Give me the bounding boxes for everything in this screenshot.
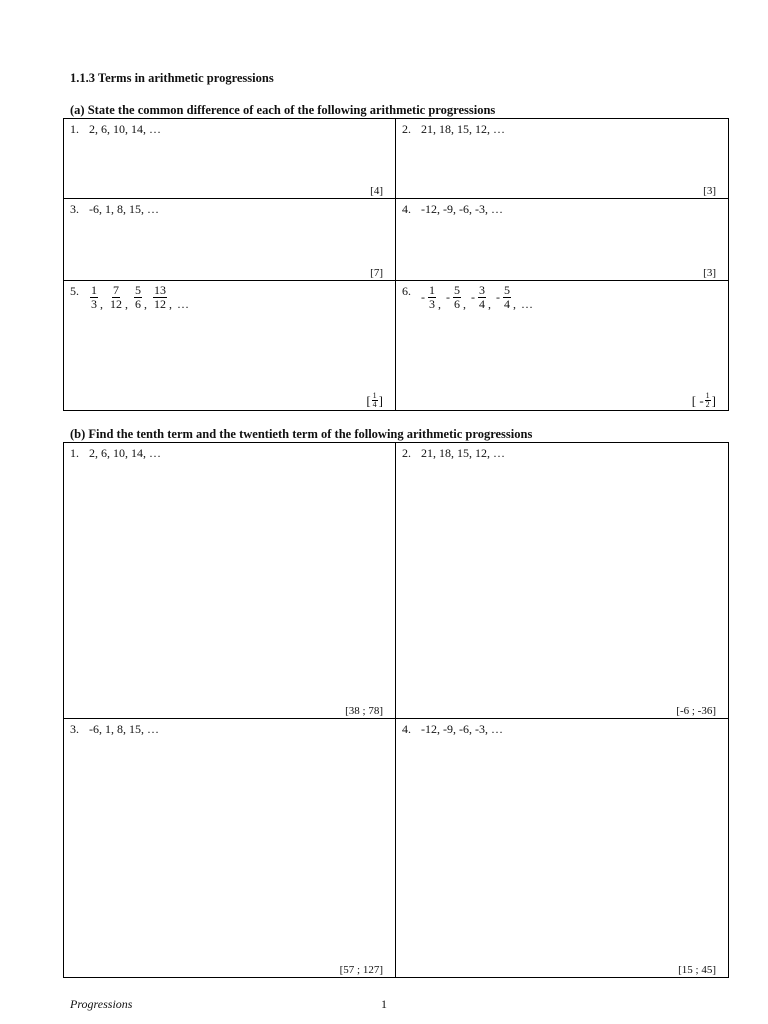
question-cell: [64, 443, 396, 719]
question-sequence: 2, 6, 10, 14, …: [89, 446, 161, 460]
question-cell: [64, 199, 396, 281]
question-sequence: -6, 1, 8, 15, …: [89, 202, 159, 216]
answer-label: [15 ; 45]: [678, 964, 716, 976]
fraction-denominator: 4: [504, 297, 510, 311]
fraction-denominator: 12: [154, 297, 166, 311]
fraction-denominator: 6: [454, 297, 460, 311]
question-number: 3.: [70, 202, 79, 216]
fraction: [90, 284, 98, 311]
answer-denominator: 4: [372, 400, 377, 409]
fraction-numerator: 1: [91, 283, 97, 297]
answer-open: [: [366, 392, 371, 408]
answer-label: [3]: [703, 185, 716, 197]
answer-label: [4]: [370, 185, 383, 197]
question-sequence: 21, 18, 15, 12, …: [421, 122, 505, 136]
minus-sign: -: [471, 290, 475, 304]
answer-open: [ -: [691, 392, 704, 408]
part-a-heading: (a) State the common difference of each of the following arithmetic progressions: [70, 103, 496, 117]
answer-label: [3]: [703, 267, 716, 279]
fraction-denominator: 4: [479, 297, 485, 311]
section-title: 1.1.3 Terms in arithmetic progressions: [70, 71, 274, 85]
fraction: [503, 284, 511, 311]
fraction-numerator: 5: [135, 283, 141, 297]
answer-label: [57 ; 127]: [339, 964, 383, 976]
answer-numerator: 1: [372, 391, 377, 400]
fraction: [453, 284, 461, 311]
question-number: 1.: [70, 446, 79, 460]
answer-label: [-6 ; -36]: [676, 705, 716, 717]
minus-sign: -: [421, 290, 425, 304]
part-b-heading: (b) Find the tenth term and the twentieth term of the following arithmetic progressions: [70, 427, 533, 441]
question-number: 3.: [70, 722, 79, 736]
ellipsis: …: [521, 297, 533, 311]
question-cell: [64, 719, 396, 977]
ellipsis: …: [177, 297, 189, 311]
minus-sign: -: [496, 290, 500, 304]
question-sequence: 2, 6, 10, 14, …: [89, 122, 161, 136]
question-cell: [396, 719, 728, 977]
question-cell: [396, 199, 728, 281]
minus-sign: -: [446, 290, 450, 304]
fraction-numerator: 13: [154, 283, 166, 297]
page-number: 1: [381, 997, 387, 1011]
answer-label: [7]: [370, 267, 383, 279]
fraction-sequence: $\frac{1}{3}$ , $\frac{7}{12}$ , $\frac{5}{6}$ , $\frac{13}{12}$ , …: [91, 283, 189, 311]
fraction: [428, 284, 436, 311]
question-number: 2.: [402, 446, 411, 460]
answer-close: ]: [711, 392, 716, 408]
fraction-denominator: 3: [429, 297, 435, 311]
fraction-numerator: 3: [479, 283, 485, 297]
part-b-table: [63, 442, 729, 978]
question-number: 1.: [70, 122, 79, 136]
answer-label: [38 ; 78]: [345, 705, 383, 717]
fraction-denominator: 12: [110, 297, 122, 311]
question-cell: [396, 443, 728, 719]
fraction: [478, 284, 486, 311]
answer-label: [692, 392, 716, 409]
answer-label: [366, 392, 383, 409]
question-sequence: 21, 18, 15, 12, …: [421, 446, 505, 460]
question-sequence: -6, 1, 8, 15, …: [89, 722, 159, 736]
answer-numerator: 1: [705, 391, 710, 400]
footer-title: Progressions: [70, 997, 133, 1011]
question-cell: [396, 119, 728, 199]
fraction-numerator: 7: [113, 283, 119, 297]
answer-denominator: 2: [705, 400, 710, 409]
fraction-numerator: 1: [429, 283, 435, 297]
question-number: 5.: [70, 284, 79, 298]
answer-close: ]: [378, 392, 383, 408]
fraction-numerator: 5: [454, 283, 460, 297]
fraction-denominator: 3: [91, 297, 97, 311]
question-number: 4.: [402, 722, 411, 736]
question-cell: [396, 281, 728, 410]
question-sequence: -12, -9, -6, -3, …: [421, 722, 503, 736]
question-number: 4.: [402, 202, 411, 216]
fraction: [153, 284, 167, 311]
fraction-sequence: - $\frac{1}{3}$ , - $\frac{5}{6}$ , - $\frac{3}{4}$ , - $\frac{5}{4}$ , …: [421, 283, 533, 311]
fraction-numerator: 5: [504, 283, 510, 297]
question-cell: [64, 119, 396, 199]
question-number: 6.: [402, 284, 411, 298]
question-cell: [64, 281, 396, 410]
fraction: [134, 284, 142, 311]
question-sequence: -12, -9, -6, -3, …: [421, 202, 503, 216]
question-number: 2.: [402, 122, 411, 136]
fraction: [109, 284, 123, 311]
part-a-table: [63, 118, 729, 411]
fraction-denominator: 6: [135, 297, 141, 311]
